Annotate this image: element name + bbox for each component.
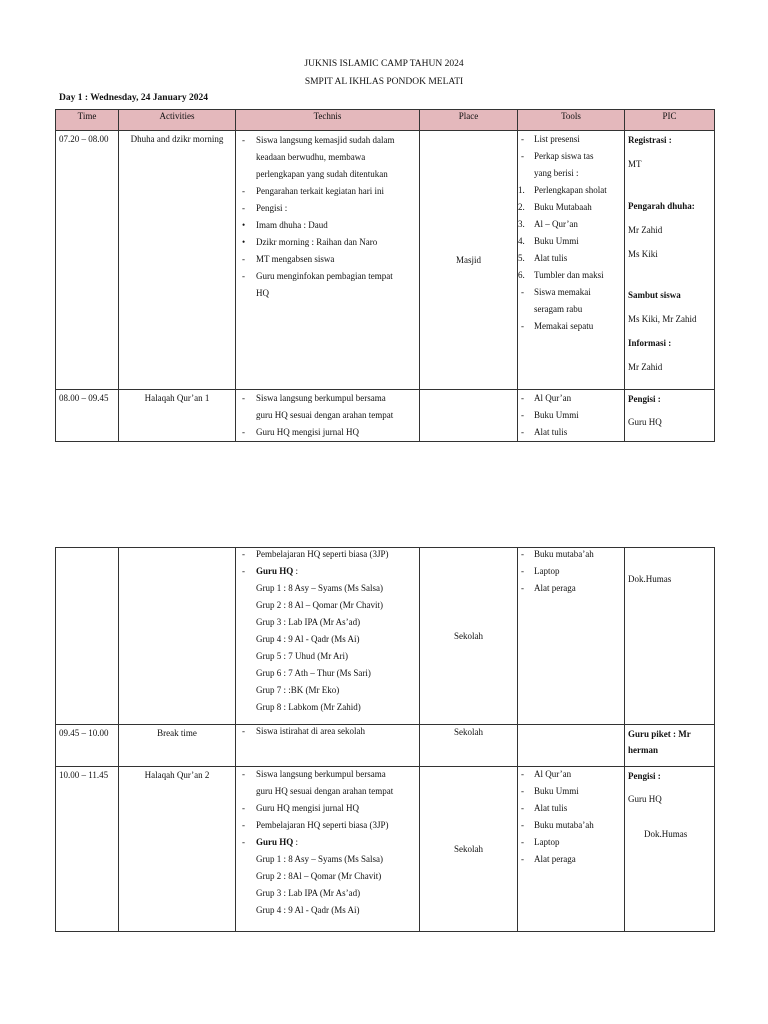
tool-number: 1. [518, 185, 525, 195]
tool-item: 5. Alat tulis [518, 250, 624, 267]
pic-cell [625, 131, 715, 390]
technis-cell [236, 131, 420, 390]
col-header-tools: Tools [518, 110, 625, 131]
pic-name: MT [628, 159, 642, 169]
technis-line: perlengkapan yang sudah ditentukan [256, 169, 388, 179]
pic-label: Registrasi : [628, 135, 672, 145]
technis-line: - Guru HQ : [236, 563, 419, 580]
tool-item: 6. Tumbler dan maksi [518, 267, 624, 284]
tool-item: 4. Buku Ummi [518, 233, 624, 250]
pic-cell [625, 548, 715, 725]
pic-label: herman [628, 745, 658, 755]
tool-item: - Laptop [518, 563, 624, 580]
tools-cell [518, 548, 625, 725]
col-header-pic: PIC [625, 110, 715, 131]
activity-cell [119, 548, 236, 725]
tool-item: - Buku mutaba’ah [518, 546, 624, 563]
place-cell: Sekolah [420, 725, 518, 767]
technis-cell [236, 725, 420, 767]
technis-line: Grup 3 : Lab IPA (Mr As’ad) [256, 617, 361, 627]
technis-line: Grup 4 : 9 Al - Qadr (Ms Ai) [256, 634, 360, 644]
schedule-table-page-2 [55, 547, 715, 932]
pic-name: Guru HQ [628, 794, 662, 804]
tools-cell [518, 131, 625, 390]
table-row [56, 725, 715, 767]
tools-cell [518, 390, 625, 442]
pic-name: Mr Zahid [628, 362, 663, 372]
technis-line: - Siswa langsung berkumpul bersama [236, 766, 419, 783]
table-row [56, 548, 715, 725]
col-header-time: Time [56, 110, 119, 131]
tool-item: - Memakai sepatu [518, 318, 624, 335]
tools-cell [518, 767, 625, 932]
tool-number: 2. [518, 202, 525, 212]
technis-line: - Guru HQ : [236, 834, 419, 851]
table-row [56, 131, 715, 390]
tool-item: - Al Qur’an [518, 390, 624, 407]
technis-line: - Siswa langsung kemasjid sudah dalam [236, 132, 419, 149]
pic-name: Dok.Humas [628, 574, 672, 584]
technis-line: Grup 5 : 7 Uhud (Mr Ari) [256, 651, 348, 661]
place-cell: Sekolah [420, 767, 518, 932]
activity-cell: Halaqah Qur’an 1 [119, 390, 236, 442]
technis-line: • Dzikr morning : Raihan dan Naro [236, 234, 419, 251]
tool-number: 4. [518, 236, 525, 246]
tool-item: - Alat peraga [518, 580, 624, 597]
document-title: JUKNIS ISLAMIC CAMP TAHUN 2024 [304, 59, 464, 69]
technis-cell [236, 767, 420, 932]
technis-line: - Siswa langsung berkumpul bersama [236, 390, 419, 407]
pic-name: Ms Kiki [628, 249, 658, 259]
pic-label: Pengisi : [628, 394, 661, 404]
school-name: SMPIT AL IKHLAS PONDOK MELATI [304, 77, 464, 87]
tool-item: seragam rabu [534, 304, 583, 314]
tool-item: 2. Buku Mutabaah [518, 199, 624, 216]
technis-line: Grup 6 : 7 Ath – Thur (Ms Sari) [256, 668, 371, 678]
col-header-technis: Technis [236, 110, 420, 131]
tool-item: - Buku mutaba’ah [518, 817, 624, 834]
technis-line: HQ [256, 288, 269, 298]
technis-line: Grup 3 : Lab IPA (Mr As’ad) [256, 888, 361, 898]
tool-item: - Perkap siswa tas [518, 148, 624, 165]
technis-line: - Guru HQ mengisi jurnal HQ [236, 800, 419, 817]
tool-item: - Alat peraga [518, 851, 624, 868]
col-header-place: Place [420, 110, 518, 131]
col-header-activities: Activities [119, 110, 236, 131]
tool-item: - Al Qur’an [518, 766, 624, 783]
tool-number: 6. [518, 270, 525, 280]
tool-item: 3. Al – Qur’an [518, 216, 624, 233]
time-cell: 07.20 – 08.00 [56, 131, 119, 390]
technis-line: - Pembelajaran HQ seperti biasa (3JP) [236, 546, 419, 563]
day-heading: Day 1 : Wednesday, 24 January 2024 [59, 93, 208, 103]
place-cell [420, 390, 518, 442]
tool-number: 3. [518, 219, 525, 229]
technis-line: - Guru menginfokan pembagian tempat [236, 268, 419, 285]
pic-name: Ms Kiki, Mr Zahid [628, 314, 697, 324]
pic-name: Dok.Humas [644, 829, 688, 839]
pic-label: Pengarah dhuha: [628, 201, 695, 211]
pic-name: Mr Zahid [628, 225, 663, 235]
technis-line: guru HQ sesuai dengan arahan tempat [256, 786, 394, 796]
pic-cell [625, 767, 715, 932]
technis-line: - Guru HQ mengisi jurnal HQ [236, 424, 419, 441]
tool-item: - Alat tulis [518, 800, 624, 817]
time-cell: 08.00 – 09.45 [56, 390, 119, 442]
technis-line: - MT mengabsen siswa [236, 251, 419, 268]
pic-name: Guru HQ [628, 417, 662, 427]
pic-label: Pengisi : [628, 771, 661, 781]
schedule-table-page-1 [55, 109, 715, 442]
technis-line: Grup 1 : 8 Asy – Syams (Ms Salsa) [256, 854, 384, 864]
tools-cell [518, 725, 625, 767]
table-row [56, 390, 715, 442]
technis-line: keadaan berwudhu, membawa [256, 152, 366, 162]
pic-label: Guru piket : Mr [628, 729, 691, 739]
pic-label: Sambut siswa [628, 290, 681, 300]
activity-cell: Break time [119, 725, 236, 767]
technis-line: Grup 7 : :BK (Mr Eko) [256, 685, 340, 695]
tool-item: - Alat tulis [518, 424, 624, 441]
technis-cell [236, 390, 420, 442]
tool-item: - List presensi [518, 131, 624, 148]
table-row [56, 767, 715, 932]
technis-line: Grup 1 : 8 Asy – Syams (Ms Salsa) [256, 583, 384, 593]
technis-line: Grup 2 : 8 Al – Qomar (Mr Chavit) [256, 600, 383, 610]
pic-label: Informasi : [628, 338, 672, 348]
technis-cell [236, 548, 420, 725]
technis-line: • Imam dhuha : Daud [236, 217, 419, 234]
technis-line: - Siswa istirahat di area sekolah [236, 723, 419, 740]
activity-cell: Dhuha and dzikr morning [119, 131, 236, 390]
tool-item: - Buku Ummi [518, 783, 624, 800]
technis-line: - Pengisi : [236, 200, 419, 217]
place-cell: Masjid [420, 131, 518, 390]
technis-line: Grup 2 : 8Al – Qomar (Mr Chavit) [256, 871, 382, 881]
activity-cell: Halaqah Qur’an 2 [119, 767, 236, 932]
tool-number: 5. [518, 253, 525, 263]
tool-item: - Laptop [518, 834, 624, 851]
technis-line: Grup 8 : Labkom (Mr Zahid) [256, 702, 361, 712]
tool-item: yang berisi : [534, 168, 579, 178]
time-cell [56, 548, 119, 725]
pic-cell [625, 390, 715, 442]
technis-line: - Pembelajaran HQ seperti biasa (3JP) [236, 817, 419, 834]
time-cell: 09.45 – 10.00 [56, 725, 119, 767]
technis-line: guru HQ sesuai dengan arahan tempat [256, 410, 394, 420]
tool-item: 1. Perlengkapan sholat [518, 182, 624, 199]
tool-item: - Buku Ummi [518, 407, 624, 424]
technis-line: Grup 4 : 9 Al - Qadr (Ms Ai) [256, 905, 360, 915]
place-cell: Sekolah [420, 548, 518, 725]
technis-line: - Pengarahan terkait kegiatan hari ini [236, 183, 419, 200]
pic-cell [625, 725, 715, 767]
time-cell: 10.00 – 11.45 [56, 767, 119, 932]
table-header-row [56, 110, 715, 131]
tool-item: - Siswa memakai [518, 284, 624, 301]
